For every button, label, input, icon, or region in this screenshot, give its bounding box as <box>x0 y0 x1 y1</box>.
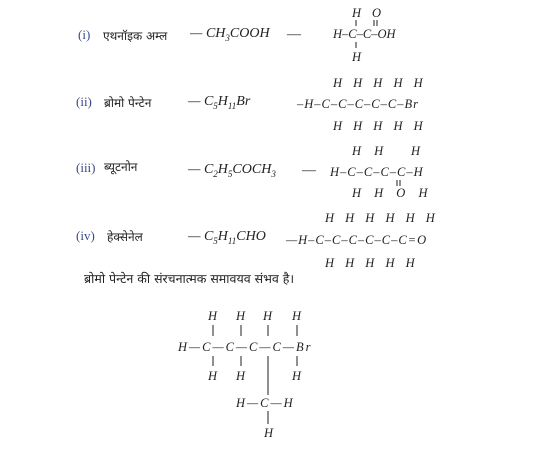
atom-label: H <box>352 50 362 64</box>
atom-label: H <box>264 426 274 440</box>
compound-name: एथनॉइक अम्ल <box>103 29 168 43</box>
dash: — <box>302 163 316 178</box>
atom-label: O <box>372 6 382 20</box>
formula: — $C_2H_5COCH_3$ <box>188 162 276 179</box>
compound-name: हेक्सेनेल <box>107 230 143 244</box>
formula: — $C_5H_{11}Br$ <box>188 94 251 111</box>
formula: — $CH_3COOH$ <box>190 26 270 43</box>
atom-row: H H <box>352 144 389 158</box>
item-number: (iv) <box>76 228 95 243</box>
item-number: (iii) <box>76 160 96 175</box>
atom-label: H <box>411 144 421 158</box>
compound-name: ब्यूटनोन <box>104 160 138 174</box>
atom-label: H <box>352 6 362 20</box>
structure-isomer <box>177 309 312 440</box>
atom-label: H <box>292 369 302 383</box>
atom-row: H H H H H H <box>325 211 439 225</box>
atom-label: H <box>292 309 302 323</box>
atom-label: H <box>263 309 273 323</box>
structure-chain: –H–C–C–C–C–C–Br <box>297 97 419 111</box>
atom-row: H H H H H <box>333 76 427 90</box>
compound-name: ब्रोमो पेन्टेन <box>104 96 152 110</box>
structure-chain: H–C–C–C–C–H <box>330 165 424 179</box>
atom-label: H <box>236 309 246 323</box>
isomer-statement: ब्रोमो पेन्टेन की संरचनात्मक समावयव संभव है। <box>84 271 295 286</box>
atom-row: H H H H H <box>325 256 419 270</box>
structure-butanone <box>329 144 432 200</box>
item-number: (ii) <box>76 94 92 109</box>
structure-branch: H—C—H <box>236 396 295 410</box>
atom-row: H H O H <box>352 186 433 200</box>
atom-label: H <box>208 309 218 323</box>
structure-chain: H—C—C—C—C—Br <box>178 340 313 354</box>
atom-row: H H H H H <box>333 119 427 133</box>
structure-chain: —H–C–C–C–C–C–C=O <box>286 233 428 247</box>
dash: — <box>287 27 301 42</box>
atom-label: H <box>208 369 218 383</box>
formula: — $C_5H_{11}CHO$ <box>188 229 266 246</box>
structure-hexanal <box>285 211 439 270</box>
atom-label: H <box>236 369 246 383</box>
structure-chain: H–C–C–OH <box>333 27 396 41</box>
item-number: (i) <box>78 27 91 42</box>
structure-bromopentane <box>296 76 427 133</box>
structure-ethanoic-acid <box>332 6 396 64</box>
